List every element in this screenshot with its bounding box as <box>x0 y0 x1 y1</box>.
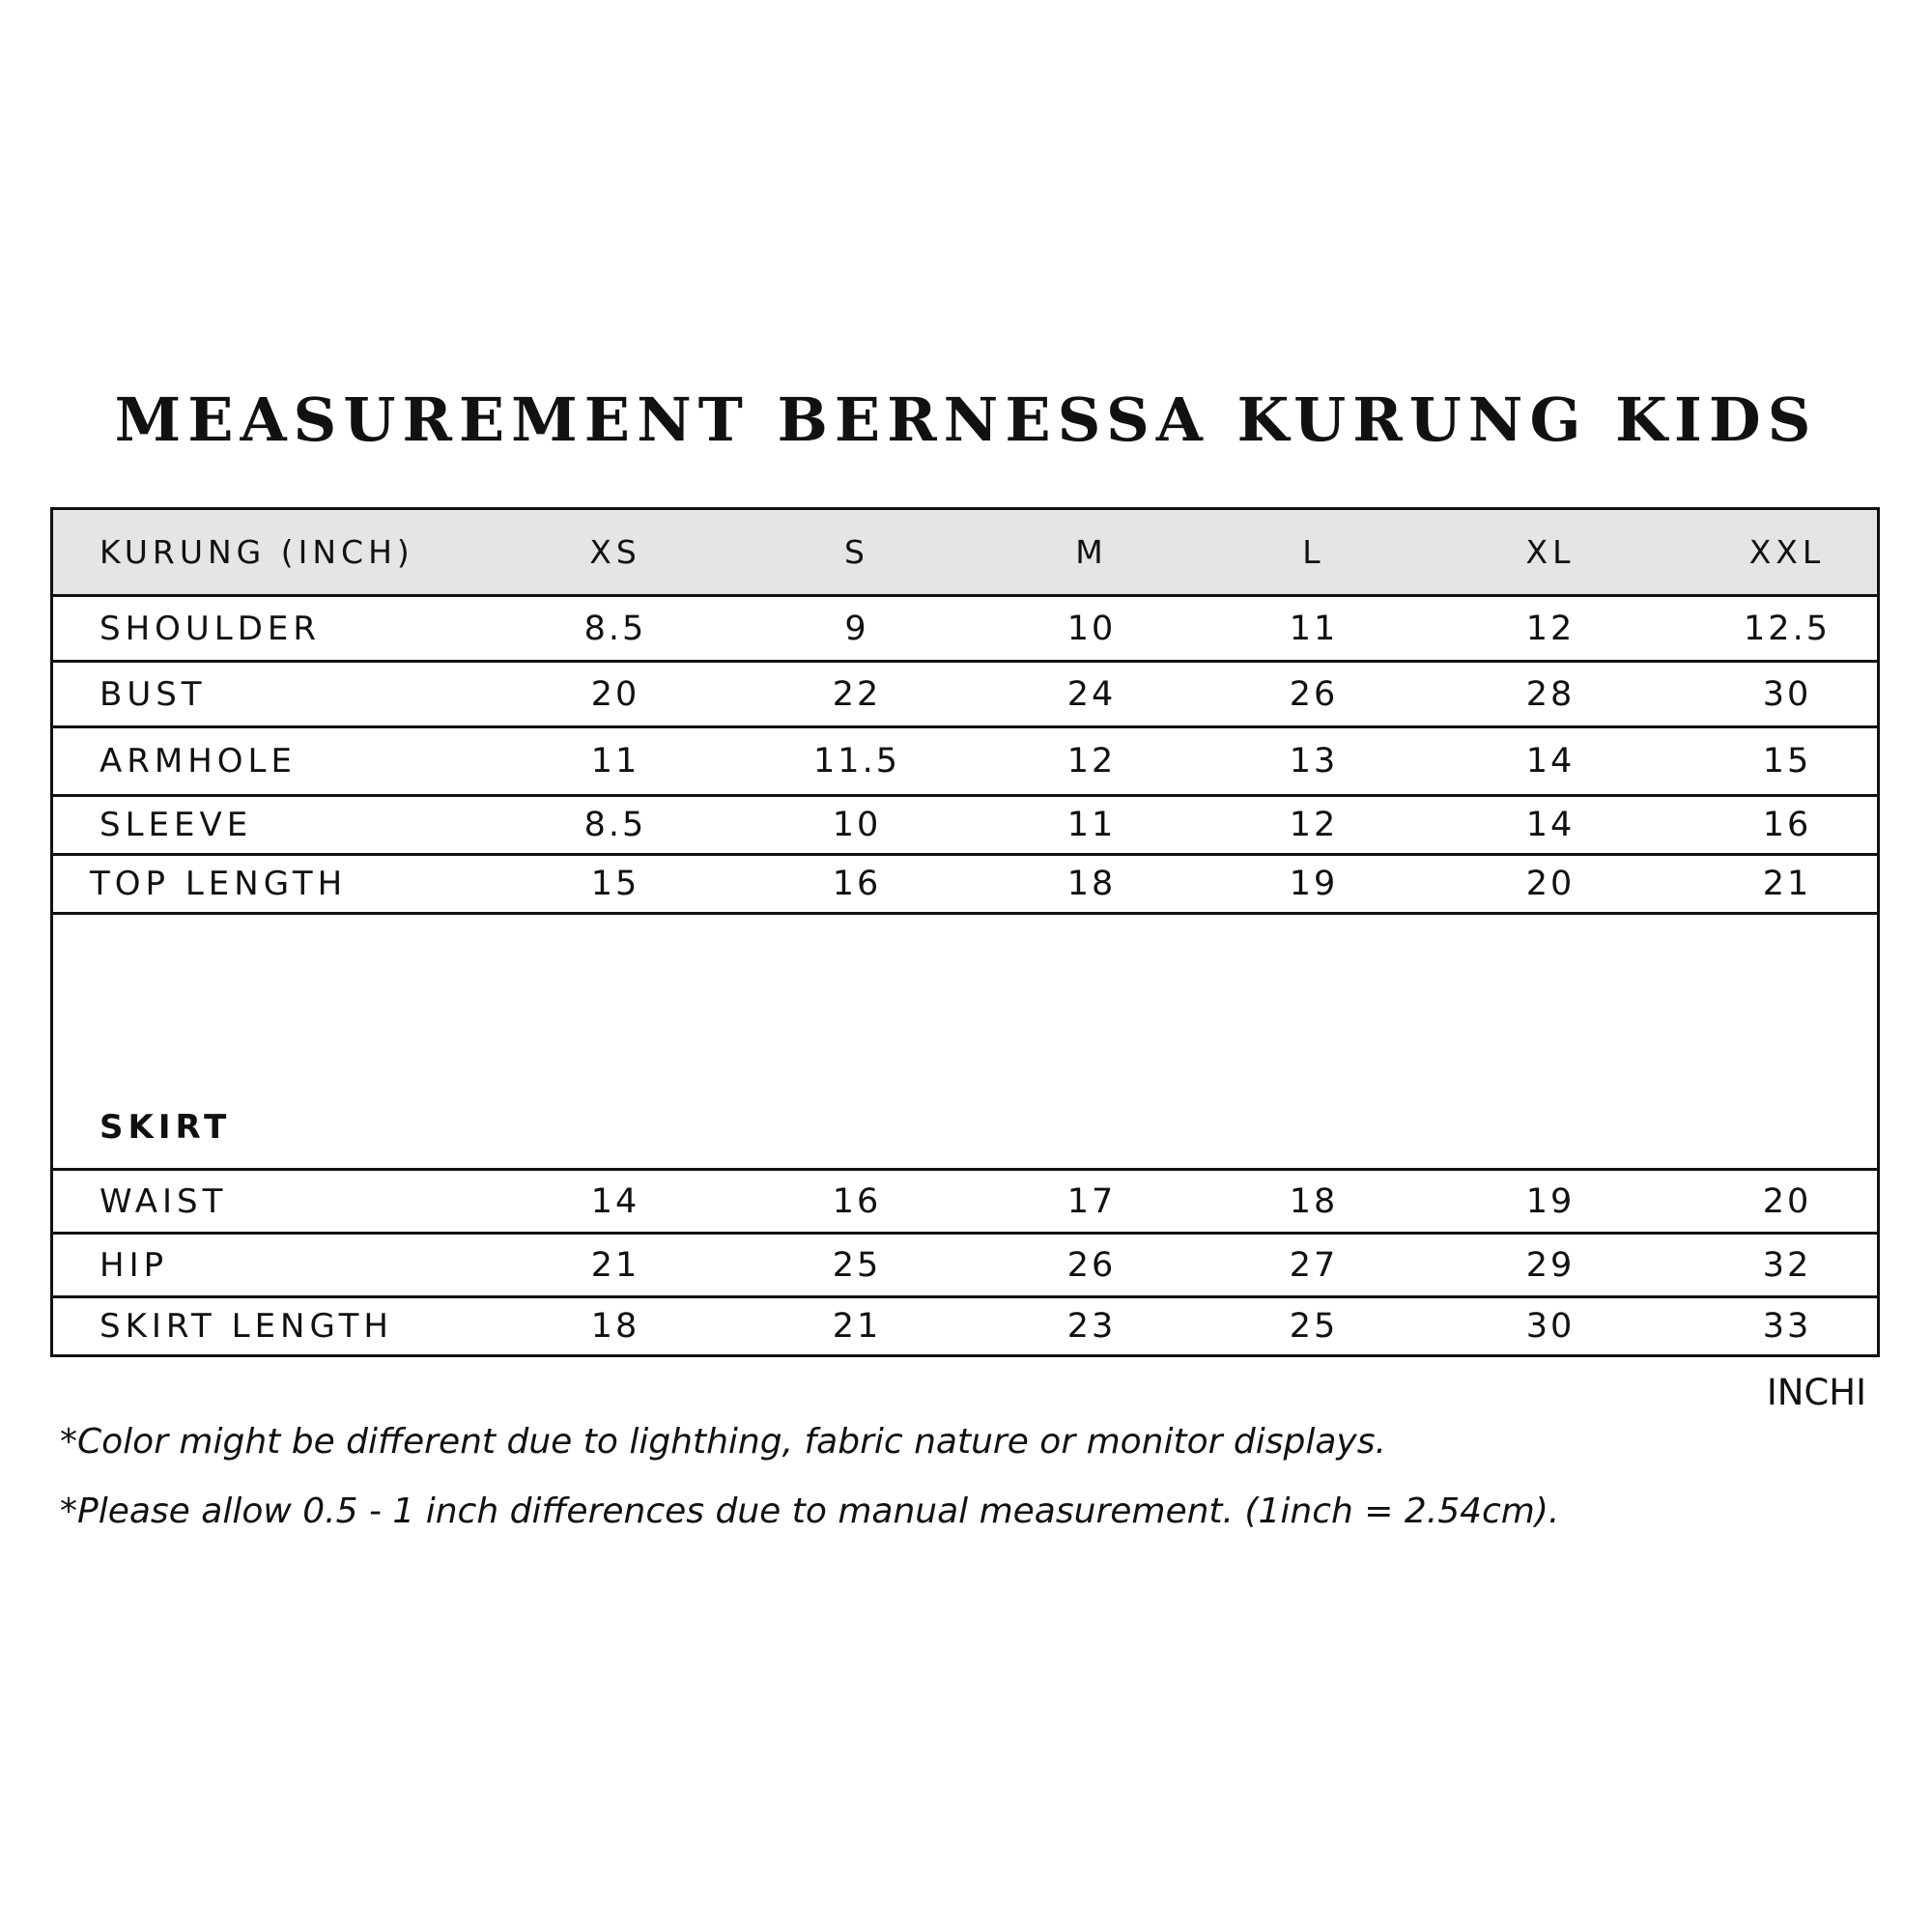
row-value: 30 <box>1525 1307 1576 1346</box>
table-row <box>53 1171 1877 1235</box>
row-value: 33 <box>1762 1307 1812 1346</box>
row-value: 25 <box>1289 1307 1339 1346</box>
row-value: 12 <box>1289 806 1339 844</box>
row-label: WAIST <box>99 1181 228 1221</box>
row-value: 26 <box>1289 674 1339 714</box>
size-chart-table <box>50 507 1880 1357</box>
row-value: 21 <box>590 1245 640 1285</box>
table-row <box>53 1298 1877 1354</box>
row-value: 8.5 <box>583 806 647 844</box>
row-value: 16 <box>1762 806 1812 844</box>
row-value: 9 <box>844 609 869 648</box>
header-size-xs: XS <box>589 533 641 571</box>
table-row <box>53 663 1877 728</box>
header-label: KURUNG (INCH) <box>99 533 414 571</box>
row-value: 18 <box>1066 865 1117 903</box>
header-size-m: M <box>1075 533 1108 571</box>
table-row <box>53 1235 1877 1298</box>
row-value: 14 <box>1525 806 1576 844</box>
table-row <box>53 728 1877 797</box>
row-value: 29 <box>1525 1245 1576 1285</box>
table-header-row <box>53 510 1877 597</box>
row-value: 32 <box>1762 1245 1812 1285</box>
row-value: 16 <box>832 1181 882 1221</box>
row-value: 28 <box>1525 674 1576 714</box>
row-value: 10 <box>1066 609 1117 648</box>
row-value: 20 <box>1762 1181 1812 1221</box>
row-value: 22 <box>832 674 882 714</box>
row-value: 18 <box>1289 1181 1339 1221</box>
row-value: 16 <box>832 865 882 903</box>
header-size-l: L <box>1302 533 1325 571</box>
table-row <box>53 597 1877 663</box>
row-value: 14 <box>1525 742 1576 781</box>
row-value: 24 <box>1066 674 1117 714</box>
header-size-xxl: XXL <box>1748 533 1826 571</box>
skirt-section-label: SKIRT <box>99 1108 232 1147</box>
row-value: 8.5 <box>583 609 647 648</box>
row-value: 19 <box>1289 865 1339 903</box>
row-label: TOP LENGTH <box>90 865 348 903</box>
header-size-xl: XL <box>1525 533 1576 571</box>
row-value: 12.5 <box>1744 609 1831 648</box>
row-value: 19 <box>1525 1181 1576 1221</box>
row-value: 11 <box>1289 609 1339 648</box>
row-value: 23 <box>1066 1307 1117 1346</box>
color-disclaimer-note: *Color might be different due to lighthing, fabric nature or monitor displays. <box>60 1422 1386 1462</box>
row-value: 20 <box>1525 865 1576 903</box>
row-value: 27 <box>1289 1245 1339 1285</box>
row-value: 13 <box>1289 742 1339 781</box>
row-value: 12 <box>1525 609 1576 648</box>
row-value: 11 <box>1066 806 1117 844</box>
header-size-s: S <box>844 533 869 571</box>
row-value: 30 <box>1762 674 1812 714</box>
row-value: 26 <box>1066 1245 1117 1285</box>
table-row <box>53 797 1877 856</box>
row-label: SKIRT LENGTH <box>99 1307 393 1346</box>
row-value: 17 <box>1066 1181 1117 1221</box>
row-value: 21 <box>832 1307 882 1346</box>
measurement-disclaimer-note: *Please allow 0.5 - 1 inch differences due to manual measurement. (1inch = 2.54cm). <box>60 1492 1560 1531</box>
unit-label: INCHI <box>1766 1372 1866 1413</box>
row-label: BUST <box>99 674 207 714</box>
row-value: 15 <box>590 865 640 903</box>
row-value: 25 <box>832 1245 882 1285</box>
page-title: MEASUREMENT BERNESSA KURUNG KIDS <box>114 384 1818 455</box>
row-value: 15 <box>1762 742 1812 781</box>
skirt-section-row <box>53 915 1877 1171</box>
row-label: SLEEVE <box>99 806 253 844</box>
table-row <box>53 856 1877 915</box>
row-label: ARMHOLE <box>99 742 297 781</box>
row-value: 11.5 <box>813 742 900 781</box>
row-value: 18 <box>590 1307 640 1346</box>
row-value: 10 <box>832 806 882 844</box>
row-label: HIP <box>99 1245 169 1285</box>
row-value: 14 <box>590 1181 640 1221</box>
row-value: 21 <box>1762 865 1812 903</box>
row-value: 11 <box>590 742 640 781</box>
row-label: SHOULDER <box>99 609 322 648</box>
row-value: 20 <box>590 674 640 714</box>
row-value: 12 <box>1066 742 1117 781</box>
